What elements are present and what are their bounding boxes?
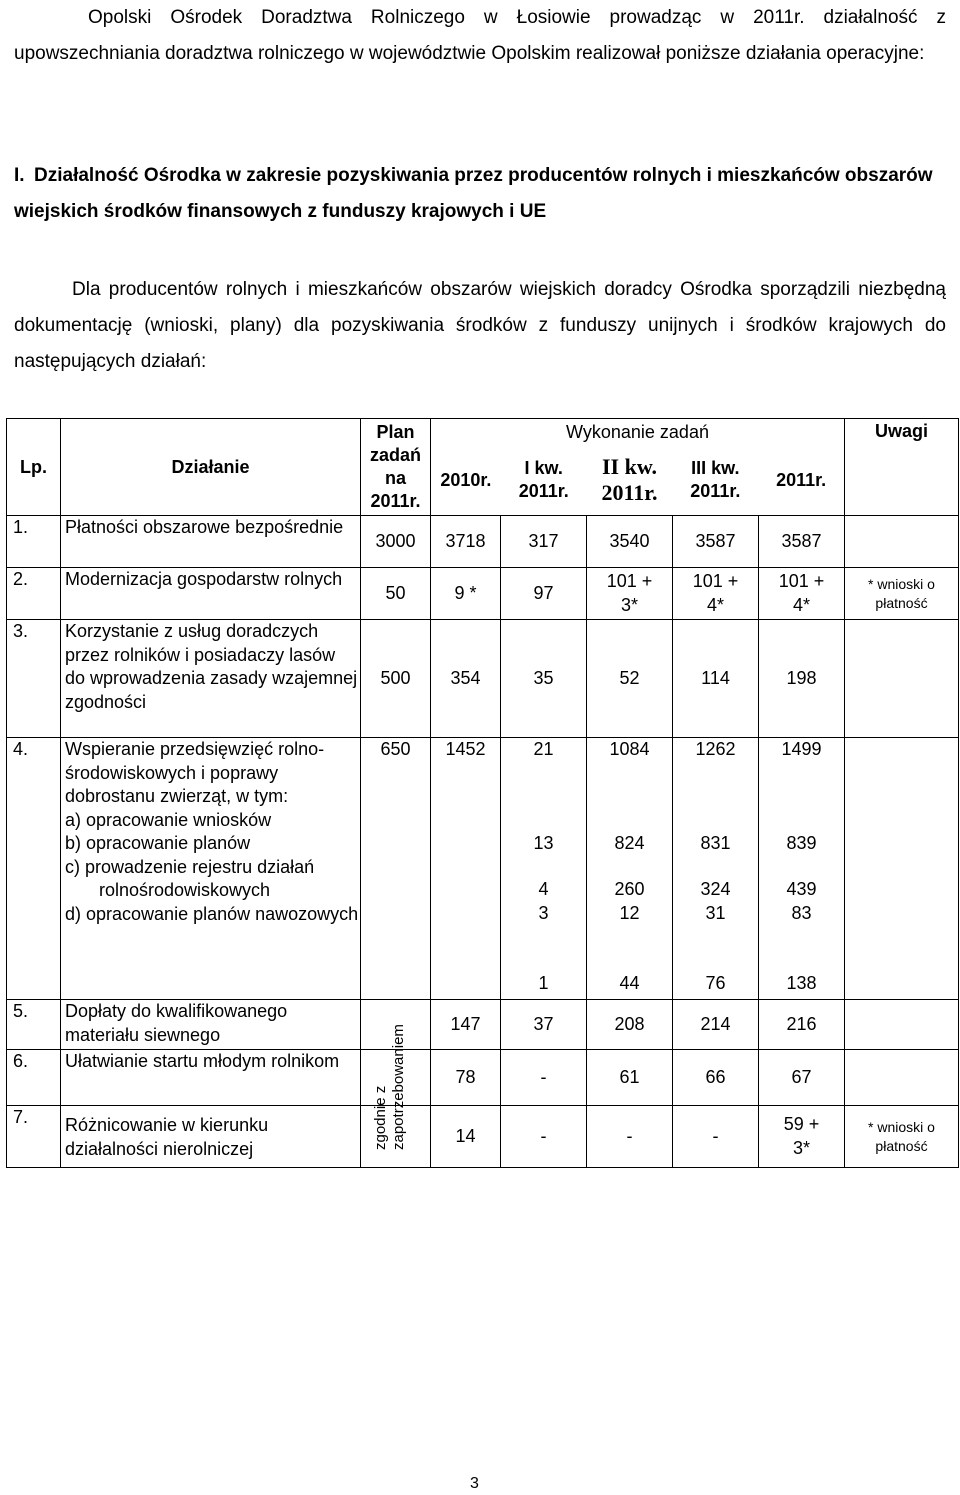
row-label: Wspieranie przedsięwzięć rolno-środowiskowych i poprawy dobrostanu zwierząt, w tym: <box>65 739 325 806</box>
header-q2: II kw. 2011r. <box>601 454 658 505</box>
row-lp: 3. <box>7 620 61 738</box>
sub-label: d) opracowanie planów nawozowych <box>65 903 359 924</box>
table-row <box>7 1050 959 1106</box>
row-q3: 101 + 4* <box>673 568 759 620</box>
sub-q2: 12 <box>619 902 640 923</box>
row-q1: 317 <box>501 516 587 568</box>
row-label-group <box>61 738 361 1000</box>
row-q2: 1084 <box>609 739 650 759</box>
row-plan: 650 <box>361 738 431 1000</box>
row-lp: 2. <box>7 568 61 620</box>
sub-q2: 824 <box>614 832 645 853</box>
table-row <box>7 568 959 620</box>
sub-label: a) opracowanie wniosków <box>65 809 272 830</box>
sub-label: b) opracowanie planów <box>65 833 251 853</box>
row-label: Dopłaty do kwalifikowanego materiału siewnego <box>61 1000 361 1050</box>
row-q2: 52 <box>587 620 673 738</box>
row-uwagi <box>845 620 959 738</box>
row-plan: 3000 <box>361 516 431 568</box>
body-paragraph: Dla producentów rolnych i mieszkańców obszarów wiejskich doradcy Ośrodka sporządzili niezbędną dokumentację (wnioski, plany) dla pozyskiwania środków z funduszy unijnych i środków krajowych do następujących działań: <box>14 279 946 372</box>
table-row <box>7 516 959 568</box>
sub-q1: 4 <box>538 879 549 899</box>
section-title: Działalność Ośrodka w zakresie pozyskiwania przez producentów rolnych i mieszkańców obszarów wiejskich środków finansowych z funduszy krajowych i UE <box>14 165 933 222</box>
row-q3: 1262 <box>695 739 736 759</box>
sub-q3: 31 <box>705 902 726 923</box>
section-number: I. <box>14 165 25 186</box>
row-uwagi <box>845 1050 959 1106</box>
plan-vertical-note: zgodnie z zapotrzebowaniem <box>372 1024 407 1150</box>
row-q3: 66 <box>673 1050 759 1106</box>
sub-q3: 831 <box>700 832 731 853</box>
row-q1: - <box>501 1050 587 1106</box>
row-2011: 3587 <box>759 516 845 568</box>
row-2011: 216 <box>759 1000 845 1050</box>
row-label: Płatności obszarowe bezpośrednie <box>61 516 361 568</box>
row-uwagi: * wnioski o płatność <box>845 1106 959 1168</box>
header-q1: I kw. 2011r. <box>518 458 569 501</box>
header-dzialanie: Działanie <box>61 419 361 516</box>
row-q1: - <box>501 1106 587 1168</box>
row-q3-group <box>673 738 759 1000</box>
row-q1: 97 <box>501 568 587 620</box>
table-row <box>7 1106 959 1168</box>
intro-paragraph: Opolski Ośrodek Doradztwa Rolniczego w Łosiowie prowadząc w 2011r. działalność z upowszechniania doradztwa rolniczego w województwie Opolskim realizował poniższe działania operacyjne: <box>14 7 946 64</box>
row-2011: 198 <box>759 620 845 738</box>
row-2011: 101 + 4* <box>759 568 845 620</box>
sub-q2: 260 <box>614 879 645 899</box>
row-2010: 14 <box>431 1106 501 1168</box>
row-lp: 1. <box>7 516 61 568</box>
row-q1: 35 <box>501 620 587 738</box>
row-plan: 500 <box>361 620 431 738</box>
row-q1-group <box>501 738 587 1000</box>
header-lp: Lp. <box>7 419 61 516</box>
row-q2: - <box>587 1106 673 1168</box>
sub-2011: 83 <box>791 902 812 923</box>
row-label: Modernizacja gospodarstw rolnych <box>61 568 361 620</box>
sub-q1: 13 <box>533 832 554 853</box>
row-q2: 101 + 3* <box>587 568 673 620</box>
row-2010: 147 <box>431 1000 501 1050</box>
header-2011: 2011r. <box>776 469 827 490</box>
section-heading <box>14 158 954 230</box>
row-lp: 4. <box>7 738 61 1000</box>
row-2010: 1452 <box>431 738 501 1000</box>
row-q2: 208 <box>587 1000 673 1050</box>
row-q1: 21 <box>533 739 554 759</box>
row-q2-group <box>587 738 673 1000</box>
header-uwagi: Uwagi <box>845 419 959 516</box>
row-q1: 37 <box>501 1000 587 1050</box>
row-label: Różnicowanie w kierunku działalności nierolniczej <box>61 1106 361 1168</box>
row-2010: 9 * <box>431 568 501 620</box>
row-lp: 6. <box>7 1050 61 1106</box>
row-q3: 114 <box>673 620 759 738</box>
row-uwagi <box>845 738 959 1000</box>
sub-2011: 138 <box>786 973 817 993</box>
row-q3: 214 <box>673 1000 759 1050</box>
row-q2: 3540 <box>587 516 673 568</box>
row-lp: 7. <box>7 1106 61 1168</box>
row-2010: 354 <box>431 620 501 738</box>
header-q3: III kw. 2011r. <box>690 458 741 501</box>
header-2010: 2010r. <box>440 469 492 490</box>
sub-q2: 44 <box>619 973 640 993</box>
sub-q1: 3 <box>538 902 549 923</box>
row-lp: 5. <box>7 1000 61 1050</box>
header-wykonanie: Wykonanie zadań <box>566 422 709 442</box>
row-uwagi <box>845 1000 959 1050</box>
sub-q3: 324 <box>700 879 731 899</box>
row-q2: 61 <box>587 1050 673 1106</box>
row-q3: - <box>673 1106 759 1168</box>
row-2011-group <box>759 738 845 1000</box>
sub-2011: 839 <box>786 832 817 853</box>
table-row <box>7 620 959 738</box>
row-2010: 3718 <box>431 516 501 568</box>
header-plan: Plan zadań na 2011r. <box>361 419 431 516</box>
row-2011: 59 + 3* <box>759 1106 845 1168</box>
sub-q1: 1 <box>538 973 549 993</box>
sub-2011: 439 <box>786 879 817 899</box>
row-plan: 50 <box>361 568 431 620</box>
row-q3: 3587 <box>673 516 759 568</box>
row-2011: 1499 <box>781 739 822 759</box>
sub-label: c) prowadzenie rejestru działań rolnośrodowiskowych <box>65 856 315 900</box>
row-2011: 67 <box>759 1050 845 1106</box>
row-label: Ułatwianie startu młodym rolnikom <box>61 1050 361 1106</box>
table-row <box>7 738 959 1000</box>
row-uwagi <box>845 516 959 568</box>
sub-q3: 76 <box>705 973 726 993</box>
page-number: 3 <box>470 1475 479 1492</box>
row-label: Korzystanie z usług doradczych przez rolników i posiadaczy lasów do wprowadzenia zasady wzajemnej zgodności <box>61 620 361 738</box>
row-2010: 78 <box>431 1050 501 1106</box>
table-row <box>7 1000 959 1050</box>
actions-table <box>6 418 959 1168</box>
row-uwagi: * wnioski o płatność <box>845 568 959 620</box>
